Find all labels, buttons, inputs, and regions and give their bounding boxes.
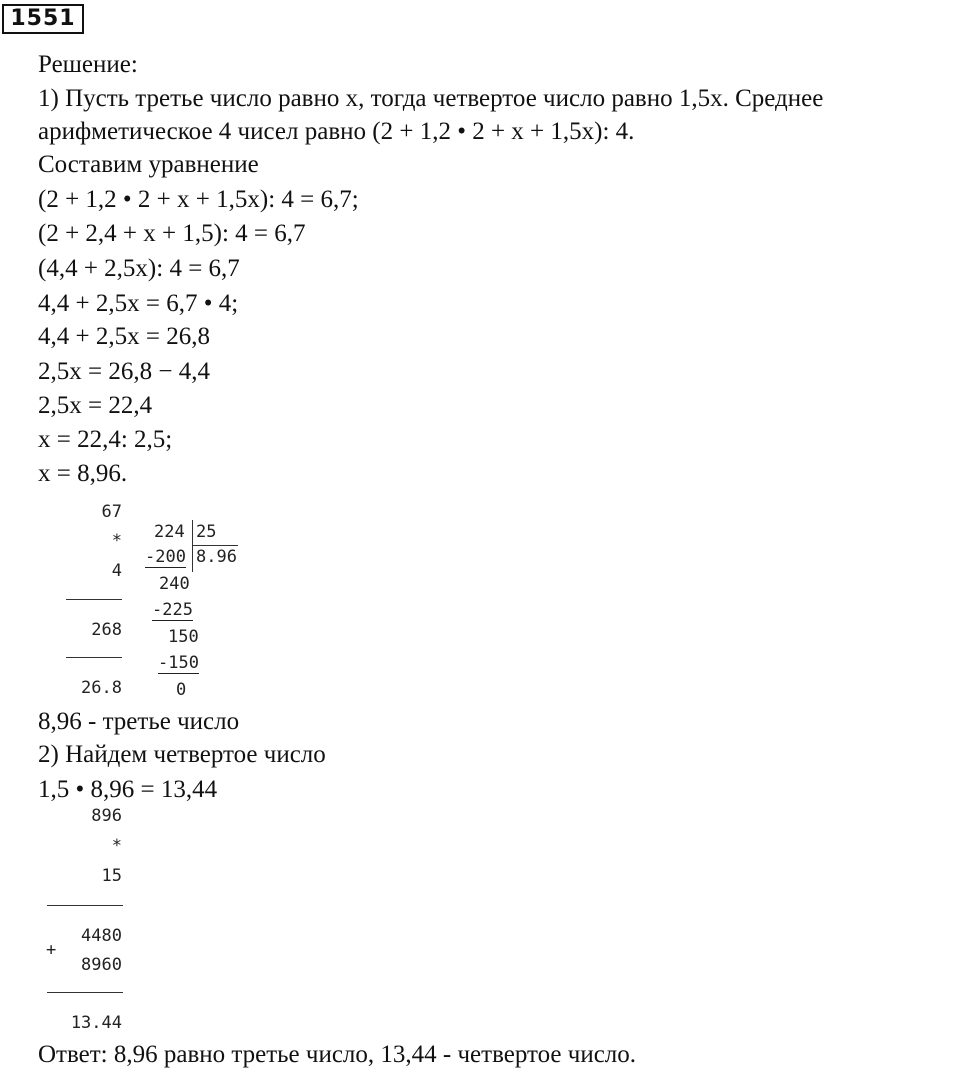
equation-line: 1,5 • 8,96 = 13,44: [38, 776, 218, 803]
equation-line: 4,4 + 2,5x = 6,7 • 4;: [38, 290, 239, 317]
product-result: 26.8: [81, 678, 122, 698]
plus-sign: +: [46, 940, 57, 960]
multiplier: 15: [101, 866, 122, 886]
multiply-sign: *: [111, 836, 122, 856]
equation-line: (4,4 + 2,5x): 4 = 6,7: [38, 255, 240, 282]
divisor: 25: [196, 522, 217, 542]
text-line: арифметическое 4 чисел равно (2 + 1,2 • 2 + x + 1,5x): 4.: [38, 118, 635, 145]
multiplicand: 896: [91, 806, 122, 826]
divider-line: [66, 599, 122, 600]
multiplier: 4: [111, 561, 122, 581]
equation-line: (2 + 1,2 • 2 + x + 1,5x): 4 = 6,7;: [38, 186, 359, 213]
partial-product: 4480: [81, 926, 122, 946]
remainder: 240: [159, 574, 190, 594]
solution-heading: Решение:: [38, 51, 138, 78]
divider-line: [47, 992, 123, 993]
answer-line: Ответ: 8,96 равно третье число, 13,44 - четвертое число.: [38, 1041, 637, 1068]
task-number: 1551: [2, 4, 84, 34]
equation-line: 2,5x = 26,8 − 4,4: [38, 358, 210, 385]
partial-product: 8960: [81, 955, 122, 975]
equation-line: x = 22,4: 2,5;: [38, 426, 173, 453]
divisor-underline: [192, 545, 238, 546]
subtrahend: -200: [145, 547, 186, 567]
remainder: 150: [168, 627, 199, 647]
multiply-sign: *: [111, 531, 122, 551]
text-line: 1) Пусть третье число равно x, тогда четвертое число равно 1,5x. Среднее: [38, 85, 824, 112]
divider-line: [66, 657, 122, 658]
partial-product: 268: [91, 620, 122, 640]
division-bar: [192, 520, 193, 572]
quotient: 8.96: [196, 547, 237, 567]
subtrahend: -150: [158, 653, 199, 673]
divider-line: [47, 905, 123, 906]
multiplicand: 67: [101, 502, 122, 522]
product-result: 13.44: [70, 1013, 122, 1033]
equation-line: (2 + 2,4 + x + 1,5): 4 = 6,7: [38, 220, 306, 247]
text-line: 2) Найдем четвертое число: [38, 741, 326, 768]
text-line: Составим уравнение: [38, 151, 259, 178]
text-line: 8,96 - третье число: [38, 708, 240, 735]
equation-line: 4,4 + 2,5x = 26,8: [38, 323, 210, 350]
subtrahend: -225: [152, 600, 193, 620]
dividend: 224: [154, 522, 185, 542]
remainder: 0: [176, 680, 187, 700]
equation-line: 2,5x = 22,4: [38, 392, 153, 419]
equation-line: x = 8,96.: [38, 460, 128, 487]
